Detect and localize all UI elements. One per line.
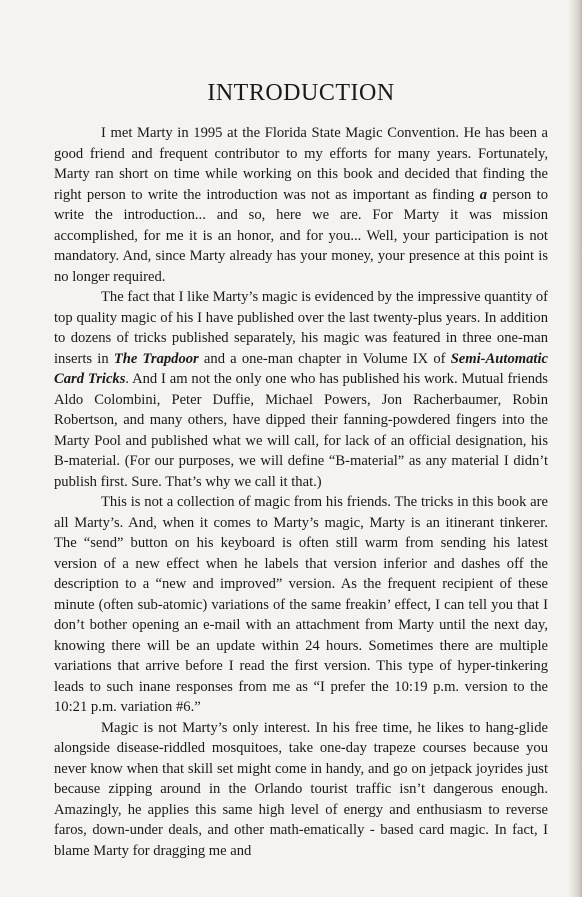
p1-text-a: I met Marty in 1995 at the Florida State Magic Convention. He has been a good friend and frequent contributor to my efforts for many years. Fortunately, Marty ran short on time while working on this book and decided that finding the right person to write the introduction was not as important as finding [54, 125, 548, 203]
paragraph-1 [54, 123, 548, 287]
page-edge-shadow [568, 0, 582, 897]
paragraph-4: Magic is not Marty’s only interest. In his free time, he likes to hang-glide alongside disease-riddled mosquitoes, take one-day trapeze courses because you never know when that skill set might come in handy, and go on jetpack joyrides just because zipping around in the Orlando tourist traffic isn’t dangerous enough. Amazingly, he applies this same high level of energy and enthusiasm to reverse faros, down-under deals, and other math-ematically - based card magic. In fact, I blame Marty for dragging me and [54, 719, 548, 859]
paragraph-2 [54, 287, 548, 492]
p1-emphasis: a [479, 186, 488, 203]
p2-title-semi-automatic: Semi-Automatic Card Tricks [54, 350, 548, 387]
chapter-title: INTRODUCTION [207, 80, 395, 106]
p2-title-trapdoor: The Trapdoor [113, 350, 199, 367]
p2-text-b: and a one-man chapter in Volume IX of [198, 350, 451, 367]
p2-text-a: The fact that I like Marty’s magic is evidenced by the impressive quantity of top quality magic of his I have published over the last twenty-plus years. In addition to dozens of tricks published separately, his magic was featured in three one-man inserts in [54, 289, 548, 367]
p2-text-c: . And I am not the only one who has published his work. Mutual friends Aldo Colombini, Peter Duffie, Michael Powers, Jon Racherbaumer, Robin Robertson, and many others, have dipped their fanning-powdered fingers into the Marty Pool and published what we will call, for lack of an official designation, his B-material. (For our purposes, we will define “B-material” as any material I didn’t publish first. Sure. That’s why we call it that.) [54, 371, 548, 490]
p1-text-b: person to write the introduction... and so, here we are. For Marty it was mission accomplished, for me it is an honor, and for you... Well, your participation is not mandatory. And, since Marty already has your money, your presence at this point is no longer required. [54, 186, 549, 285]
book-page [54, 0, 548, 861]
paragraph-3: This is not a collection of magic from his friends. The tricks in this book are all Marty’s. And, when it comes to Marty’s magic, Marty is an itinerant tinkerer. The “send” button on his keyboard is often still warm from sending his latest version of a new effect when he labels that version inferior and dashes off the description to a “new and improved” version. As the frequent recipient of these minute (often sub-atomic) variations of the same freakin’ effect, I can tell you that I don’t bother opening an e-mail with an attachment from Marty until the next day, knowing there will be an update within 24 hours. Sometimes there are multiple variations that arrive before I read the first version. This type of hyper-tinkering leads to such inane responses from me as “I prefer the 10:19 p.m. version to the 10:21 p.m. variation #6.” [54, 494, 548, 715]
